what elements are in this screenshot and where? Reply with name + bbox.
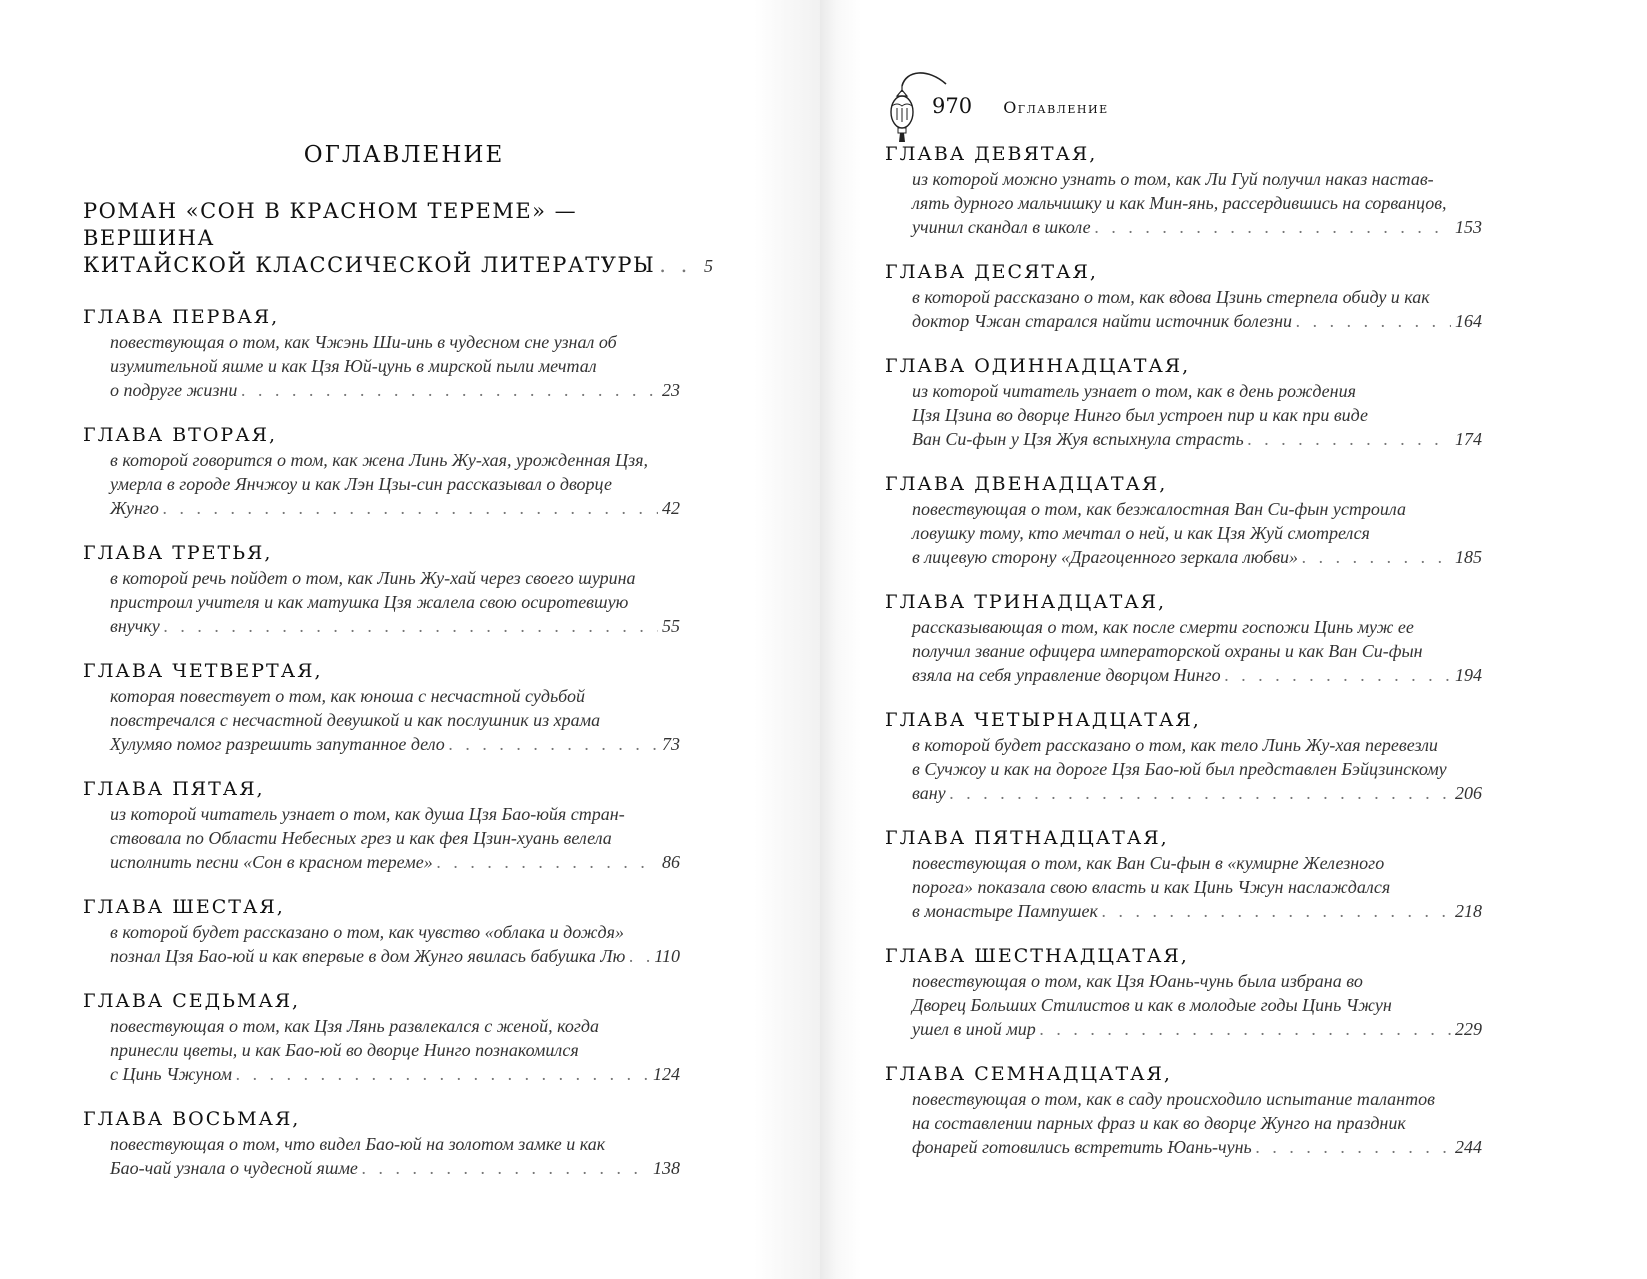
chapter-summary-line: исполнить песни «Сон в красном тереме» [110,852,433,872]
toc-entry[interactable] [83,1106,713,1180]
toc-entry[interactable] [83,540,713,638]
chapter-heading: ГЛАВА ВТОРАЯ, [83,424,277,446]
chapter-summary-line: принесли цветы, и как Бао-юй во дворце Нинго познакомился [110,1040,579,1060]
chapter-summary-line: изумительной яшме и как Цзя Юй-цунь в мирской пыли мечтал [110,356,597,376]
toc-entry[interactable] [83,894,713,968]
dot-leader [163,496,658,520]
toc-entry[interactable] [83,304,713,402]
dot-leader [241,378,658,402]
chapter-summary-line: учинил скандал в школе [912,217,1091,237]
chapter-summary-line: повествующая о том, как Цзя Юань-чунь была избрана во [912,971,1363,991]
toc-entry[interactable] [885,707,1515,805]
dot-leader [236,1062,649,1086]
chapter-heading: ГЛАВА СЕМНАДЦАТАЯ, [885,1063,1172,1085]
chapter-summary-line: Дворец Больших Стилистов и как в молодые годы Цинь Чжун [912,995,1392,1015]
dot-leader [164,614,658,638]
page-number: 124 [653,1064,680,1084]
chapter-heading: ГЛАВА ЧЕТВЕРТАЯ, [83,660,323,682]
dot-leader [362,1156,649,1180]
page-number: 970 [932,94,973,118]
toc-entry[interactable] [885,1061,1515,1159]
toc-right-column [885,141,1515,1179]
dot-leader [437,850,658,874]
chapter-heading: ГЛАВА СЕДЬМАЯ, [83,990,301,1012]
chapter-heading: ГЛАВА ДВЕНАДЦАТАЯ, [885,473,1168,495]
dot-leader [1296,309,1451,333]
page-number: 218 [1455,901,1482,921]
chapter-summary-line: пристроил учителя и как матушка Цзя жалела свою осиротевшую [110,592,629,612]
chapter-summary-line: познал Цзя Бао-юй и как впервые в дом Жунго явилась бабушка Лю [110,946,626,966]
chapter-summary-line: повстречался с несчастной девушкой и как послушник из храма [110,710,601,730]
page-number: 5 [704,256,713,276]
chapter-summary-line: ствовала по Области Небесных грез и как фея Цзин-хуань велела [110,828,612,848]
chapter-heading: ГЛАВА ЧЕТЫРНАДЦАТАЯ, [885,709,1201,731]
dot-leader [1302,545,1451,569]
chapter-summary-line: Бао-чай узнала о чудесной яшме [110,1158,358,1178]
page-number: 138 [653,1158,680,1178]
toc-intro-entry[interactable] [83,198,713,280]
chapter-summary-line: в которой будет рассказано о том, как тело Линь Жу-хая перевезли [912,735,1438,755]
chapter-summary-line: на составлении парных фраз и как во дворце Жунго на праздник [912,1113,1406,1133]
page-number: 174 [1455,429,1482,449]
running-title: Оглавление [1003,98,1109,117]
chapter-summary-line: в которой рассказано о том, как вдова Цзинь стерпела обиду и как [912,287,1430,307]
toc-entry[interactable] [885,141,1515,239]
page-number: 194 [1455,665,1482,685]
chapter-summary-line: ушел в иной мир [912,1019,1036,1039]
dot-leader [659,252,700,279]
page-title: ОГЛАВЛЕНИЕ [303,142,505,168]
chapter-summary-line: из которой читатель узнает о том, как душа Цзя Бао-юйя стран- [110,804,625,824]
chapter-summary-line: о подруге жизни [110,380,238,400]
page-number: 164 [1455,311,1482,331]
chapter-summary-line: в которой говорится о том, как жена Линь Жу-хая, урожденная Цзя, [110,450,648,470]
page-number: 23 [662,380,680,400]
chapter-heading: ГЛАВА ОДИННАДЦАТАЯ, [885,355,1191,377]
chapter-heading: ГЛАВА ТРИНАДЦАТАЯ, [885,591,1167,613]
chapter-summary-line: Жунго [110,498,159,518]
chapter-summary-line: лять дурного мальчишку и как Мин-янь, рассердившись на сорванцов, [912,193,1447,213]
intro-line: КИТАЙСКОЙ КЛАССИЧЕСКОЙ ЛИТЕРАТУРЫ [83,253,656,277]
chapter-heading: ГЛАВА ШЕСТНАДЦАТАЯ, [885,945,1189,967]
chapter-summary-line: ловушку тому, кто мечтал о ней, и как Цзя Жуй смотрелся [912,523,1370,543]
page-number: 185 [1455,547,1482,567]
chapter-heading: ГЛАВА ПЯТНАДЦАТАЯ, [885,827,1169,849]
dot-leader [449,732,658,756]
page-number: 55 [662,616,680,636]
chapter-summary-line: Ван Си-фын у Цзя Жуя вспыхнула страсть [912,429,1244,449]
dot-leader [1102,899,1451,923]
page-number: 244 [1455,1137,1482,1157]
page-number: 42 [662,498,680,518]
left-page [0,0,820,1279]
chapter-summary-line: внучку [110,616,160,636]
page-number: 110 [654,946,680,966]
chapter-summary-line: умерла в городе Янчжоу и как Лэн Цзы-син рассказывал о дворце [110,474,612,494]
chapter-summary-line: в которой будет рассказано о том, как чувство «облака и дождя» [110,922,624,942]
chapter-heading: ГЛАВА ДЕСЯТАЯ, [885,261,1098,283]
chapter-summary-line: из которой читатель узнает о том, как в день рождения [912,381,1356,401]
toc-left-column [83,198,713,1200]
chapter-summary-line: вану [912,783,946,803]
page-number: 86 [662,852,680,872]
page-number: 206 [1455,783,1482,803]
toc-entry[interactable] [83,658,713,756]
dot-leader [1248,427,1451,451]
chapter-heading: ГЛАВА ВОСЬМАЯ, [83,1108,301,1130]
chapter-heading: ГЛАВА ШЕСТАЯ, [83,896,285,918]
chapter-heading: ГЛАВА ДЕВЯТАЯ, [885,143,1098,165]
chapter-summary-line: повествующая о том, как безжалостная Ван Си-фын устроила [912,499,1406,519]
chapter-summary-line: повествующая о том, что видел Бао-юй на золотом замке и как [110,1134,606,1154]
toc-entry[interactable] [83,776,713,874]
chapter-heading: ГЛАВА ТРЕТЬЯ, [83,542,273,564]
dot-leader [629,944,650,968]
toc-entry[interactable] [885,471,1515,569]
toc-entry[interactable] [885,943,1515,1041]
chapter-summary-line: повествующая о том, как Чжэнь Ши-инь в чудесном сне узнал об [110,332,617,352]
dot-leader [1095,215,1451,239]
chapter-summary-line: взяла на себя управление дворцом Нинго [912,665,1221,685]
page-number: 73 [662,734,680,754]
chapter-summary-line: рассказывающая о том, как после смерти госпожи Цинь муж ее [912,617,1414,637]
chapter-summary-line: доктор Чжан старался найти источник болезни [912,311,1293,331]
toc-entry[interactable] [885,589,1515,687]
chapter-summary-line: в лицевую сторону «Драгоценного зеркала любви» [912,547,1299,567]
toc-entry[interactable] [885,259,1515,333]
chapter-summary-line: с Цинь Чжуном [110,1064,232,1084]
page-number: 153 [1455,217,1482,237]
chapter-summary-line: в которой речь пойдет о том, как Линь Жу-хай через своего шурина [110,568,636,588]
chapter-summary-line: Хулумяо помог разрешить запутанное дело [110,734,445,754]
chapter-heading: ГЛАВА ПЕРВАЯ, [83,306,280,328]
intro-line: РОМАН «СОН В КРАСНОМ ТЕРЕМЕ» — ВЕРШИНА [83,199,578,250]
chapter-summary-line: которая повествует о том, как юноша с несчастной судьбой [110,686,585,706]
chapter-summary-line: повествующая о том, как Ван Си-фын в «кумирне Железного [912,853,1385,873]
chapter-summary-line: повествующая о том, как Цзя Лянь развлекался с женой, когда [110,1016,600,1036]
toc-entry[interactable] [83,988,713,1086]
dot-leader [1225,663,1451,687]
page-number: 229 [1455,1019,1482,1039]
dot-leader [950,781,1451,805]
chapter-heading: ГЛАВА ПЯТАЯ, [83,778,265,800]
chapter-summary-line: порога» показала свою власть и как Цинь Чжун наслаждался [912,877,1391,897]
running-header [932,94,1109,118]
toc-entry[interactable] [83,422,713,520]
dot-leader [1040,1017,1451,1041]
chapter-summary-line: из которой можно узнать о том, как Ли Гуй получил наказ настав- [912,169,1434,189]
chapter-summary-line: повествующая о том, как в саду происходило испытание талантов [912,1089,1435,1109]
chapter-summary-line: в Сучжоу и как на дороге Цзя Бао-юй был представлен Бэйцзинскому [912,759,1447,779]
chapter-summary-line: Цзя Цзина во дворце Нинго был устроен пир и как при виде [912,405,1368,425]
chapter-summary-line: в монастыре Пампушек [912,901,1098,921]
toc-entry[interactable] [885,353,1515,451]
dot-leader [1256,1135,1451,1159]
toc-entry[interactable] [885,825,1515,923]
chapter-summary-line: фонарей готовились встретить Юань-чунь [912,1137,1252,1157]
chapter-summary-line: получил звание офицера императорской охраны и как Ван Си-фын [912,641,1423,661]
